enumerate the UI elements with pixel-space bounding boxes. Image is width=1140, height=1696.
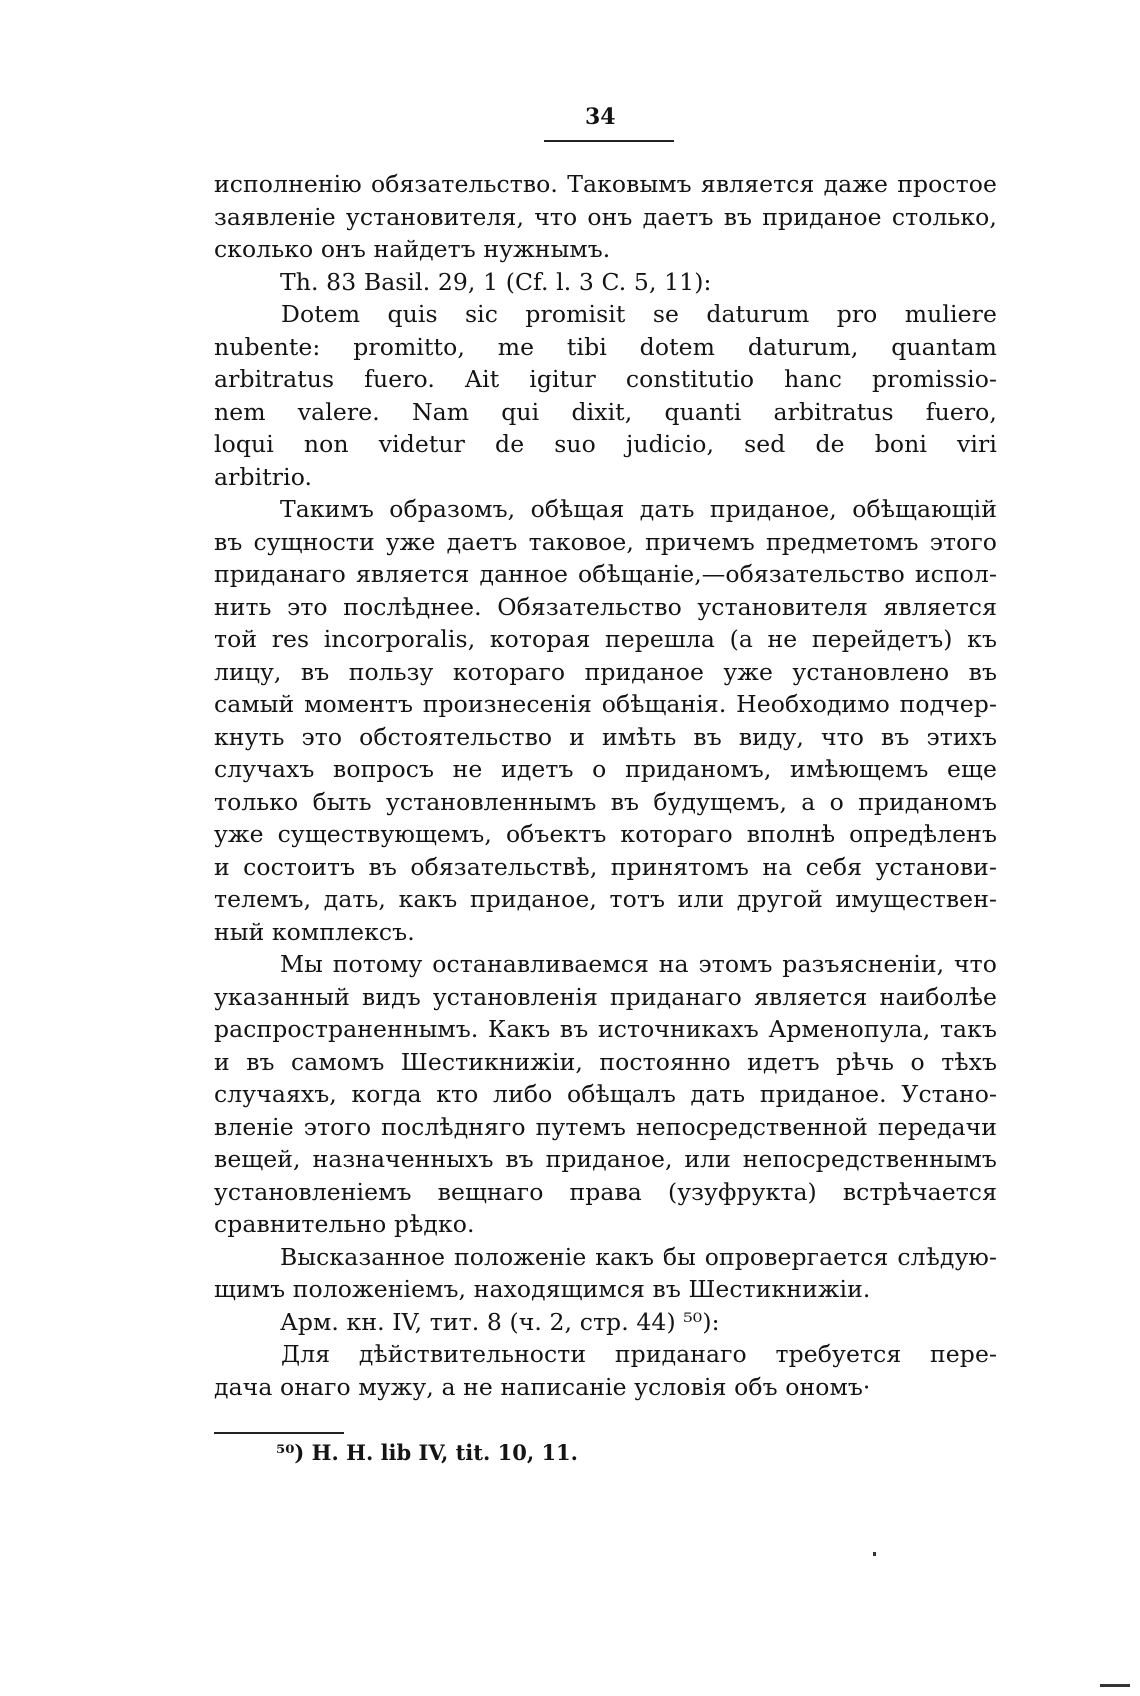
text-line: Высказанное положенiе какъ бы опровергается слѣдую- xyxy=(280,1242,997,1271)
text-line: телемъ, дать, какъ приданое, тотъ или другой имуществен- xyxy=(214,885,997,913)
latin-quote xyxy=(214,298,997,493)
scan-speck xyxy=(1100,1684,1130,1687)
text-line: самый моментъ произнесенiя обѣщанiя. Необходимо подчер- xyxy=(214,690,997,718)
scan-speck xyxy=(873,1552,876,1556)
text-line: arbitratus fuero. Ait igitur constitutio hanc promissio- xyxy=(214,365,997,393)
russian-quote xyxy=(214,1338,997,1403)
text-line: и въ самомъ Шестикнижiи, постоянно идетъ рѣчь о тѣхъ xyxy=(214,1047,997,1076)
header-rule xyxy=(544,140,674,142)
text-line: Для дѣйствительности приданаго требуется пере- xyxy=(281,1340,997,1368)
text-line: распространеннымъ. Какъ въ источникахъ Арменопула, такъ xyxy=(214,1015,997,1043)
text-line: Арм. кн. IV, тит. 8 (ч. 2, стр. 44) ⁵⁰): xyxy=(280,1307,720,1336)
footnote-marker: ⁵⁰) xyxy=(276,1440,305,1465)
text-line: той res incorporalis, которая перешла (а не перейдетъ) къ xyxy=(214,625,997,653)
text-line: Th. 83 Basil. 29, 1 (Cf. l. 3 C. 5, 11): xyxy=(280,267,712,296)
text-line: только быть установленнымъ въ будущемъ, а о приданомъ xyxy=(214,787,997,816)
paragraph-4 xyxy=(214,1241,997,1306)
text-line: уже существующемъ, объектъ котораго вполнѣ опредѣленъ xyxy=(214,820,997,848)
text-line: дача онаго мужу, а не написанiе условiя объ ономъ· xyxy=(214,1372,871,1401)
text-line: вещей, назначенныхъ въ приданое, или непосредственнымъ xyxy=(214,1145,997,1173)
footnote-text: H. H. lib IV, tit. 10, 11. xyxy=(311,1440,578,1465)
body-text xyxy=(214,168,997,1403)
text-line: сравнительно рѣдко. xyxy=(214,1210,475,1238)
text-line: arbitrio. xyxy=(214,462,313,491)
text-line: и состоитъ въ обязательствѣ, принятомъ на себя установи- xyxy=(214,852,997,881)
text-line: установленiемъ вещнаго права (узуфрукта) встрѣчается xyxy=(214,1177,997,1206)
text-line: указанный видъ установленiя приданаго является наиболѣе xyxy=(214,982,997,1011)
citation-reference-2 xyxy=(214,1306,997,1339)
text-line: щимъ положенiемъ, находящимся въ Шестикнижiи. xyxy=(214,1275,871,1303)
footnote xyxy=(276,1440,578,1465)
text-line: приданаго является данное обѣщанiе,—обязательство испол- xyxy=(214,560,997,588)
text-line: сколько онъ найдетъ нужнымъ. xyxy=(214,235,611,263)
citation-reference-1 xyxy=(214,266,997,299)
paragraph-1 xyxy=(214,168,997,266)
text-line: Мы потому останавливаемся на этомъ разъясненiи, что xyxy=(280,950,997,978)
paragraph-2 xyxy=(214,493,997,948)
text-line: ный комплексъ. xyxy=(214,917,415,946)
text-line: Dotem quis sic promisit se daturum pro muliere xyxy=(281,300,997,328)
text-line: loqui non videtur de suo judicio, sed de boni viri xyxy=(214,430,997,458)
text-line: заявленiе установителя, что онъ даетъ въ приданое столько, xyxy=(214,202,997,231)
text-line: въ сущности уже даетъ таковое, причемъ предметомъ этого xyxy=(214,527,997,556)
text-line: лицу, въ пользу котораго приданое уже установлено въ xyxy=(214,657,997,686)
text-line: нить это послѣднее. Обязательство установителя является xyxy=(214,592,997,621)
page-number: 34 xyxy=(585,104,616,130)
text-line: случаяхъ, когда кто либо обѣщалъ дать приданое. Устано- xyxy=(214,1080,997,1108)
text-line: случахъ вопросъ не идетъ о приданомъ, имѣющемъ еще xyxy=(214,755,997,783)
text-line: вленiе этого послѣдняго путемъ непосредственной передачи xyxy=(214,1112,997,1141)
text-line: кнуть это обстоятельство и имѣть въ виду, что въ этихъ xyxy=(214,722,997,751)
footnote-rule xyxy=(214,1432,344,1434)
text-line: nubente: promitto, me tibi dotem daturum, quantam xyxy=(214,332,997,361)
text-line: nem valere. Nam qui dixit, quanti arbitratus fuero, xyxy=(214,397,997,426)
text-line: исполненiю обязательство. Таковымъ является даже простое xyxy=(214,170,997,198)
text-line: Такимъ образомъ, обѣщая дать приданое, обѣщающiй xyxy=(280,495,997,523)
paragraph-3 xyxy=(214,948,997,1241)
